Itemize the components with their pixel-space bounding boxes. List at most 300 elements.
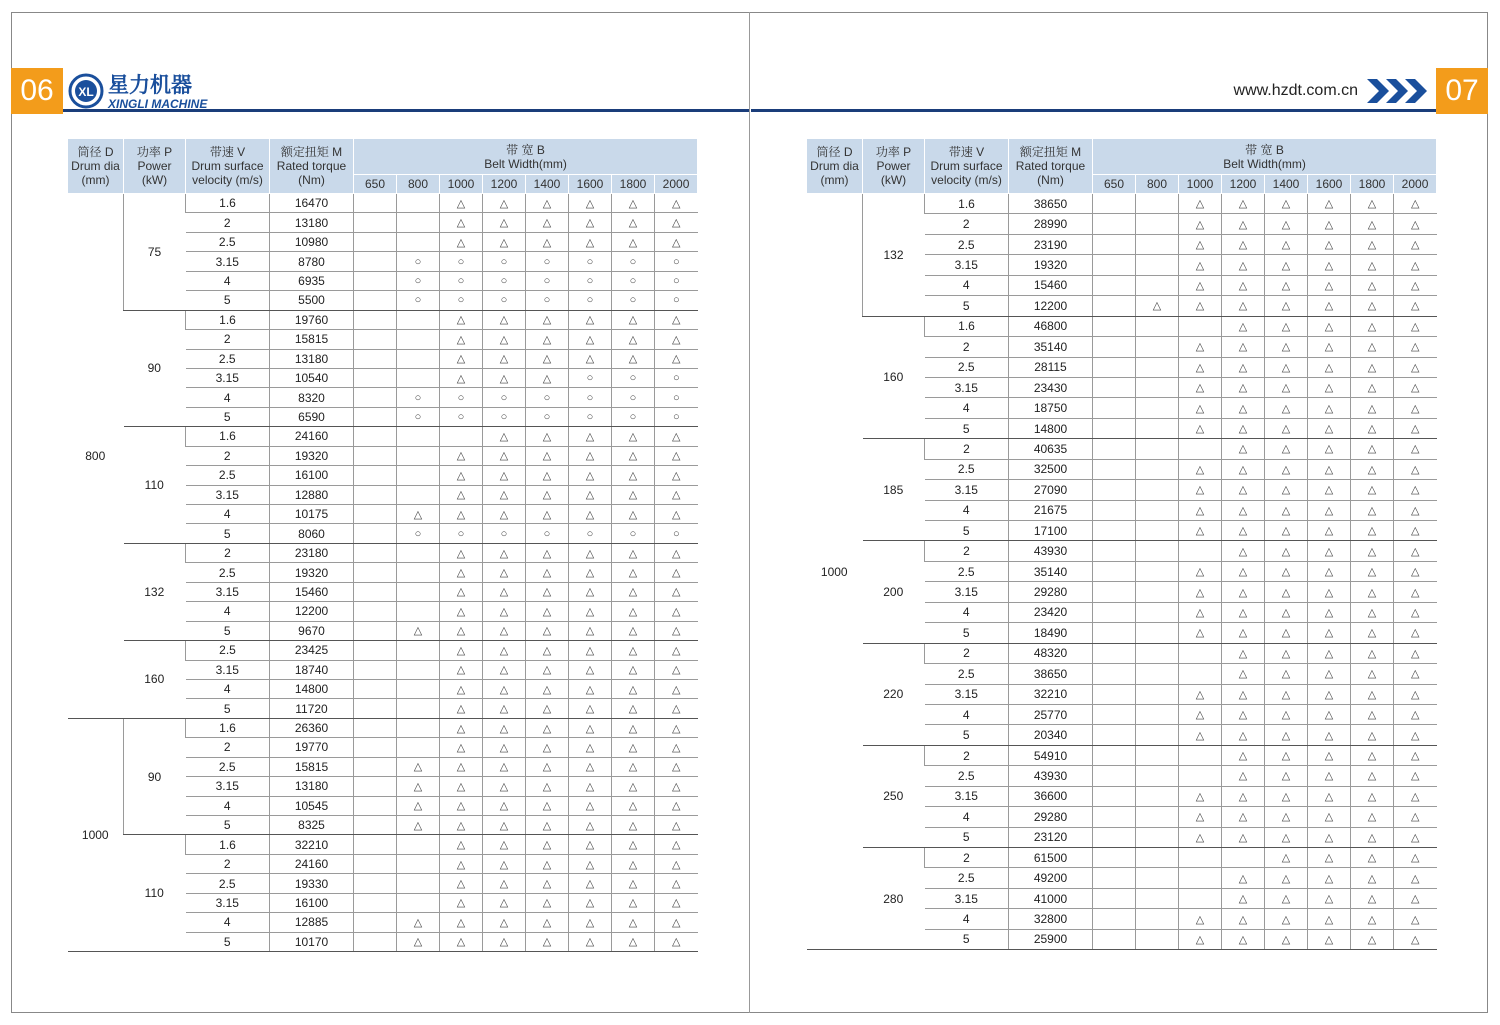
velocity-cell: 3.15 [186, 252, 270, 271]
availability-cell: △ [1265, 521, 1308, 541]
availability-cell: △ [526, 213, 569, 232]
availability-cell: △ [1265, 214, 1308, 234]
availability-cell: △ [655, 699, 698, 718]
availability-cell: △ [440, 777, 483, 796]
availability-cell [1093, 357, 1136, 377]
availability-cell: △ [1308, 418, 1351, 438]
availability-cell: ○ [569, 368, 612, 387]
velocity-cell: 2 [925, 848, 1009, 868]
availability-cell: ○ [483, 252, 526, 271]
availability-cell: △ [1351, 255, 1394, 275]
availability-cell: △ [1351, 561, 1394, 581]
availability-cell [1136, 623, 1179, 643]
torque-cell: 23190 [1009, 234, 1093, 254]
availability-cell: △ [1351, 275, 1394, 295]
availability-cell: △ [1179, 500, 1222, 520]
availability-cell: △ [1265, 194, 1308, 214]
availability-cell: △ [526, 505, 569, 524]
velocity-cell: 5 [925, 418, 1009, 438]
availability-cell [1136, 643, 1179, 663]
availability-cell: △ [440, 913, 483, 932]
availability-cell: △ [569, 718, 612, 737]
availability-cell: △ [483, 582, 526, 601]
availability-cell [397, 349, 440, 368]
torque-cell: 23120 [1009, 827, 1093, 847]
availability-cell: ○ [655, 388, 698, 407]
availability-cell: ○ [397, 252, 440, 271]
availability-cell [1093, 398, 1136, 418]
availability-cell: △ [1265, 848, 1308, 868]
availability-cell: △ [483, 816, 526, 835]
table-row [807, 541, 1437, 561]
availability-cell [1136, 194, 1179, 214]
availability-cell [354, 621, 397, 640]
torque-cell: 28990 [1009, 214, 1093, 234]
availability-cell: △ [1308, 582, 1351, 602]
velocity-cell: 4 [186, 388, 270, 407]
availability-cell: △ [397, 757, 440, 776]
availability-cell: △ [1179, 296, 1222, 316]
header-width-1800: 1800 [1351, 175, 1394, 194]
availability-cell [1136, 684, 1179, 704]
availability-cell: △ [1394, 786, 1437, 806]
availability-cell: △ [569, 330, 612, 349]
availability-cell: △ [1394, 234, 1437, 254]
table-row [68, 641, 698, 660]
torque-cell: 20340 [1009, 725, 1093, 745]
velocity-cell: 4 [186, 505, 270, 524]
availability-cell [1093, 439, 1136, 459]
availability-cell: △ [612, 835, 655, 854]
availability-cell: △ [655, 874, 698, 893]
table-row [68, 718, 698, 737]
availability-cell: △ [1351, 337, 1394, 357]
availability-cell: △ [1222, 664, 1265, 684]
availability-cell: ○ [569, 291, 612, 310]
chevron-right-icon [1367, 79, 1427, 103]
availability-cell [354, 466, 397, 485]
availability-cell: △ [655, 621, 698, 640]
availability-cell: △ [1394, 214, 1437, 234]
availability-cell: △ [526, 893, 569, 912]
availability-cell: △ [1394, 275, 1437, 295]
availability-cell: △ [1394, 337, 1437, 357]
availability-cell: △ [569, 446, 612, 465]
availability-cell [1093, 848, 1136, 868]
availability-cell: △ [1179, 480, 1222, 500]
availability-cell: ○ [612, 291, 655, 310]
torque-cell: 46800 [1009, 316, 1093, 336]
availability-cell: △ [1265, 255, 1308, 275]
availability-cell: ○ [569, 252, 612, 271]
availability-cell: △ [483, 932, 526, 951]
power-cell: 110 [124, 427, 186, 544]
availability-cell [1093, 643, 1136, 663]
availability-cell [354, 854, 397, 873]
availability-cell: △ [1394, 398, 1437, 418]
power-cell: 160 [863, 316, 925, 439]
availability-cell: △ [1308, 316, 1351, 336]
availability-cell [1093, 888, 1136, 908]
availability-cell [1093, 684, 1136, 704]
velocity-cell: 2.5 [925, 357, 1009, 377]
availability-cell: △ [526, 738, 569, 757]
header-width-800: 800 [1136, 175, 1179, 194]
availability-cell: △ [1265, 480, 1308, 500]
availability-cell: △ [1179, 582, 1222, 602]
torque-cell: 10980 [270, 232, 354, 251]
torque-cell: 38650 [1009, 194, 1093, 214]
torque-cell: 8060 [270, 524, 354, 543]
velocity-cell: 4 [925, 398, 1009, 418]
availability-cell [1093, 766, 1136, 786]
velocity-cell: 2 [925, 439, 1009, 459]
availability-cell: △ [1222, 357, 1265, 377]
availability-cell: △ [655, 427, 698, 446]
availability-cell: △ [1265, 459, 1308, 479]
availability-cell: △ [526, 641, 569, 660]
availability-cell: △ [483, 466, 526, 485]
availability-cell: ○ [612, 524, 655, 543]
availability-cell: △ [655, 582, 698, 601]
availability-cell: △ [1222, 623, 1265, 643]
availability-cell: △ [612, 738, 655, 757]
availability-cell: △ [569, 816, 612, 835]
availability-cell: △ [1265, 602, 1308, 622]
availability-cell: △ [1222, 561, 1265, 581]
torque-cell: 8320 [270, 388, 354, 407]
availability-cell: △ [1351, 500, 1394, 520]
velocity-cell: 2.5 [925, 664, 1009, 684]
availability-cell: △ [569, 602, 612, 621]
power-cell: 132 [863, 194, 925, 317]
availability-cell: △ [1394, 194, 1437, 214]
velocity-cell: 5 [186, 699, 270, 718]
availability-cell [354, 563, 397, 582]
availability-cell: △ [1394, 929, 1437, 949]
availability-cell: △ [483, 835, 526, 854]
velocity-cell: 4 [186, 913, 270, 932]
availability-cell: △ [655, 679, 698, 698]
torque-cell: 23430 [1009, 377, 1093, 397]
availability-cell [397, 641, 440, 660]
availability-cell: △ [1351, 827, 1394, 847]
torque-cell: 9670 [270, 621, 354, 640]
availability-cell: △ [440, 543, 483, 562]
availability-cell: △ [1351, 439, 1394, 459]
availability-cell: △ [1222, 521, 1265, 541]
torque-cell: 36600 [1009, 786, 1093, 806]
availability-cell: △ [569, 194, 612, 213]
availability-cell: ○ [655, 368, 698, 387]
torque-cell: 14800 [1009, 418, 1093, 438]
availability-cell: △ [526, 874, 569, 893]
availability-cell [397, 660, 440, 679]
header-width-1600: 1600 [569, 175, 612, 194]
availability-cell: ○ [569, 271, 612, 290]
availability-cell [1136, 521, 1179, 541]
header-belt-width: 带 宽 B Belt Width(mm) [1093, 139, 1437, 175]
availability-cell: △ [1265, 500, 1308, 520]
power-cell: 90 [124, 718, 186, 835]
torque-cell: 32210 [1009, 684, 1093, 704]
availability-cell: △ [1308, 848, 1351, 868]
availability-cell [1093, 500, 1136, 520]
torque-cell: 41000 [1009, 888, 1093, 908]
availability-cell: ○ [483, 291, 526, 310]
availability-cell [1093, 296, 1136, 316]
availability-cell: △ [1351, 582, 1394, 602]
velocity-cell: 5 [186, 407, 270, 426]
availability-cell [1093, 602, 1136, 622]
availability-cell [354, 407, 397, 426]
availability-cell: △ [612, 641, 655, 660]
availability-cell: △ [397, 913, 440, 932]
torque-cell: 10170 [270, 932, 354, 951]
availability-cell: △ [526, 679, 569, 698]
velocity-cell: 2 [925, 643, 1009, 663]
availability-cell: △ [612, 485, 655, 504]
availability-cell: ○ [397, 524, 440, 543]
availability-cell [1179, 848, 1222, 868]
availability-cell: △ [440, 641, 483, 660]
velocity-cell: 4 [925, 807, 1009, 827]
availability-cell: △ [1308, 521, 1351, 541]
torque-cell: 14800 [270, 679, 354, 698]
availability-cell [354, 699, 397, 718]
availability-cell: △ [655, 543, 698, 562]
velocity-cell: 2.5 [186, 466, 270, 485]
velocity-cell: 3.15 [186, 368, 270, 387]
availability-cell: △ [1222, 377, 1265, 397]
availability-cell: △ [440, 330, 483, 349]
availability-cell [1136, 704, 1179, 724]
availability-cell: △ [1394, 807, 1437, 827]
availability-cell: △ [483, 913, 526, 932]
torque-cell: 13180 [270, 777, 354, 796]
torque-cell: 29280 [1009, 582, 1093, 602]
availability-cell: △ [655, 835, 698, 854]
availability-cell [1136, 480, 1179, 500]
availability-cell: △ [612, 602, 655, 621]
availability-cell [1093, 275, 1136, 295]
availability-cell: △ [1351, 357, 1394, 377]
availability-cell: △ [1222, 909, 1265, 929]
availability-cell: △ [1394, 664, 1437, 684]
availability-cell: △ [526, 796, 569, 815]
availability-cell: △ [1265, 643, 1308, 663]
availability-cell: △ [1308, 643, 1351, 663]
torque-cell: 10545 [270, 796, 354, 815]
availability-cell [397, 563, 440, 582]
availability-cell [1093, 234, 1136, 254]
availability-cell: △ [655, 194, 698, 213]
velocity-cell: 4 [186, 796, 270, 815]
availability-cell: △ [440, 679, 483, 698]
availability-cell: △ [1394, 561, 1437, 581]
velocity-cell: 2 [925, 541, 1009, 561]
availability-cell: △ [526, 582, 569, 601]
availability-cell: △ [1308, 745, 1351, 765]
availability-cell: △ [1265, 275, 1308, 295]
velocity-cell: 2.5 [186, 349, 270, 368]
availability-cell: △ [526, 446, 569, 465]
torque-cell: 6935 [270, 271, 354, 290]
availability-cell: △ [1179, 459, 1222, 479]
availability-cell [354, 388, 397, 407]
availability-cell: △ [1179, 807, 1222, 827]
availability-cell [1093, 561, 1136, 581]
availability-cell: △ [655, 330, 698, 349]
availability-cell [1136, 398, 1179, 418]
table-row [807, 316, 1437, 336]
availability-cell: △ [483, 699, 526, 718]
torque-cell: 17100 [1009, 521, 1093, 541]
availability-cell: △ [1265, 582, 1308, 602]
table-row [68, 835, 698, 854]
availability-cell [397, 718, 440, 737]
header-width-1000: 1000 [440, 175, 483, 194]
velocity-cell: 5 [925, 827, 1009, 847]
availability-cell: △ [655, 660, 698, 679]
velocity-cell: 2 [925, 337, 1009, 357]
availability-cell: △ [655, 232, 698, 251]
availability-cell: △ [1222, 643, 1265, 663]
availability-cell: △ [526, 718, 569, 737]
table-row [807, 194, 1437, 214]
availability-cell: △ [440, 660, 483, 679]
availability-cell: △ [1222, 868, 1265, 888]
availability-cell: △ [1394, 541, 1437, 561]
availability-cell [1136, 459, 1179, 479]
availability-cell: △ [1222, 602, 1265, 622]
availability-cell: △ [612, 699, 655, 718]
velocity-cell: 1.6 [186, 427, 270, 446]
availability-cell: △ [612, 913, 655, 932]
availability-cell: △ [483, 213, 526, 232]
availability-cell: △ [526, 757, 569, 776]
availability-cell: △ [1265, 623, 1308, 643]
torque-cell: 25900 [1009, 929, 1093, 949]
availability-cell: △ [1351, 480, 1394, 500]
availability-cell: △ [1394, 623, 1437, 643]
availability-cell: △ [1351, 296, 1394, 316]
availability-cell [1136, 316, 1179, 336]
availability-cell: △ [1222, 766, 1265, 786]
availability-cell: △ [1222, 255, 1265, 275]
availability-cell: ○ [440, 388, 483, 407]
availability-cell: △ [1179, 929, 1222, 949]
availability-cell [354, 485, 397, 504]
availability-cell: △ [1351, 194, 1394, 214]
availability-cell: △ [1351, 766, 1394, 786]
availability-cell [1222, 848, 1265, 868]
availability-cell: △ [1222, 745, 1265, 765]
availability-cell [354, 271, 397, 290]
availability-cell: △ [440, 446, 483, 465]
availability-cell: △ [655, 893, 698, 912]
power-cell: 90 [124, 310, 186, 427]
header-drum: 筒径 D Drum dia (mm) [807, 139, 863, 194]
availability-cell: △ [526, 232, 569, 251]
availability-cell: △ [1308, 459, 1351, 479]
availability-cell [1136, 234, 1179, 254]
availability-cell: △ [1394, 684, 1437, 704]
availability-cell: ○ [526, 524, 569, 543]
availability-cell: ○ [612, 368, 655, 387]
availability-cell [1179, 664, 1222, 684]
torque-cell: 23420 [1009, 602, 1093, 622]
availability-cell: △ [569, 796, 612, 815]
availability-cell [397, 582, 440, 601]
availability-cell [397, 835, 440, 854]
velocity-cell: 4 [925, 500, 1009, 520]
header-width-1800: 1800 [612, 175, 655, 194]
velocity-cell: 5 [186, 816, 270, 835]
availability-cell: △ [1136, 296, 1179, 316]
availability-cell [354, 757, 397, 776]
velocity-cell: 5 [925, 521, 1009, 541]
availability-cell: △ [1394, 868, 1437, 888]
availability-cell: △ [1179, 602, 1222, 622]
availability-cell [1179, 888, 1222, 908]
availability-cell [1136, 725, 1179, 745]
torque-cell: 23425 [270, 641, 354, 660]
availability-cell: △ [1222, 439, 1265, 459]
availability-cell [1093, 194, 1136, 214]
availability-cell: △ [1179, 704, 1222, 724]
velocity-cell: 2 [186, 854, 270, 873]
availability-cell: △ [440, 796, 483, 815]
availability-cell: △ [1394, 704, 1437, 724]
availability-cell: ○ [569, 524, 612, 543]
availability-cell: △ [526, 466, 569, 485]
availability-cell: △ [1222, 418, 1265, 438]
header-width-2000: 2000 [1394, 175, 1437, 194]
availability-cell [397, 330, 440, 349]
availability-cell [1136, 377, 1179, 397]
availability-cell: △ [655, 796, 698, 815]
torque-cell: 26360 [270, 718, 354, 737]
availability-cell: △ [526, 194, 569, 213]
availability-cell: △ [483, 505, 526, 524]
availability-cell: △ [397, 932, 440, 951]
availability-cell: △ [440, 194, 483, 213]
availability-cell: △ [1394, 418, 1437, 438]
availability-cell: △ [1265, 357, 1308, 377]
availability-cell: △ [1179, 194, 1222, 214]
torque-cell: 54910 [1009, 745, 1093, 765]
availability-cell: △ [612, 816, 655, 835]
torque-cell: 12200 [1009, 296, 1093, 316]
availability-cell: ○ [440, 252, 483, 271]
availability-cell: △ [655, 310, 698, 329]
torque-cell: 38650 [1009, 664, 1093, 684]
availability-cell [354, 232, 397, 251]
availability-cell: △ [569, 310, 612, 329]
header-width-2000: 2000 [655, 175, 698, 194]
availability-cell: ○ [440, 291, 483, 310]
availability-cell: △ [397, 777, 440, 796]
availability-cell: △ [612, 757, 655, 776]
availability-cell [354, 213, 397, 232]
torque-cell: 21675 [1009, 500, 1093, 520]
availability-cell [1093, 582, 1136, 602]
availability-cell: △ [1265, 398, 1308, 418]
availability-cell [1136, 255, 1179, 275]
availability-cell: △ [1308, 255, 1351, 275]
availability-cell: △ [1265, 745, 1308, 765]
